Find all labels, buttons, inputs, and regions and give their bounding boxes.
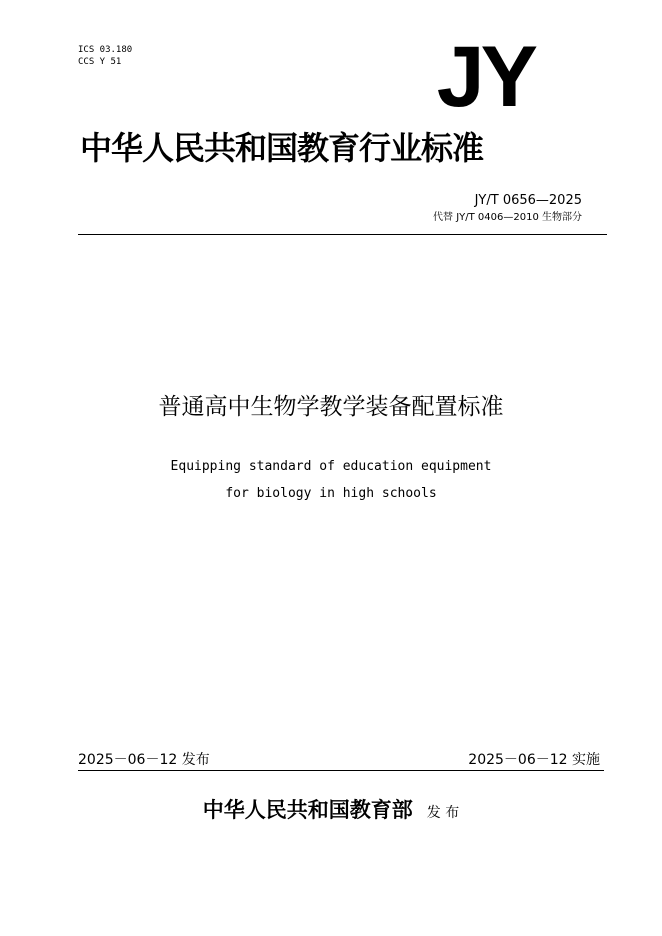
issue-date: 2025－06－12 发布 bbox=[78, 752, 210, 768]
publisher-name: 中华人民共和国教育部 bbox=[202, 797, 413, 822]
standard-category-title: 中华人民共和国教育行业标准 bbox=[80, 129, 484, 167]
document-title-chinese: 普通高中生物学教学装备配置标准 bbox=[158, 394, 504, 420]
implementation-date: 2025－06－12 实施 bbox=[468, 752, 600, 768]
ics-code: ICS 03.180 bbox=[78, 45, 133, 55]
publisher-line bbox=[0, 796, 662, 827]
ccs-code: CCS Y 51 bbox=[78, 57, 122, 67]
replaces-note: 代替 JY/T 0406—2010 生物部分 bbox=[433, 212, 582, 223]
footer-divider bbox=[78, 770, 604, 771]
classification-codes bbox=[78, 44, 132, 68]
document-title-english-line2: for biology in high schools bbox=[225, 486, 437, 501]
header-divider bbox=[78, 234, 607, 235]
jy-logo: JY bbox=[436, 29, 534, 125]
standard-number: JY/T 0656—2025 bbox=[474, 193, 582, 208]
publish-label: 发 布 bbox=[426, 805, 460, 821]
document-title-english-line1: Equipping standard of education equipment bbox=[170, 459, 492, 474]
